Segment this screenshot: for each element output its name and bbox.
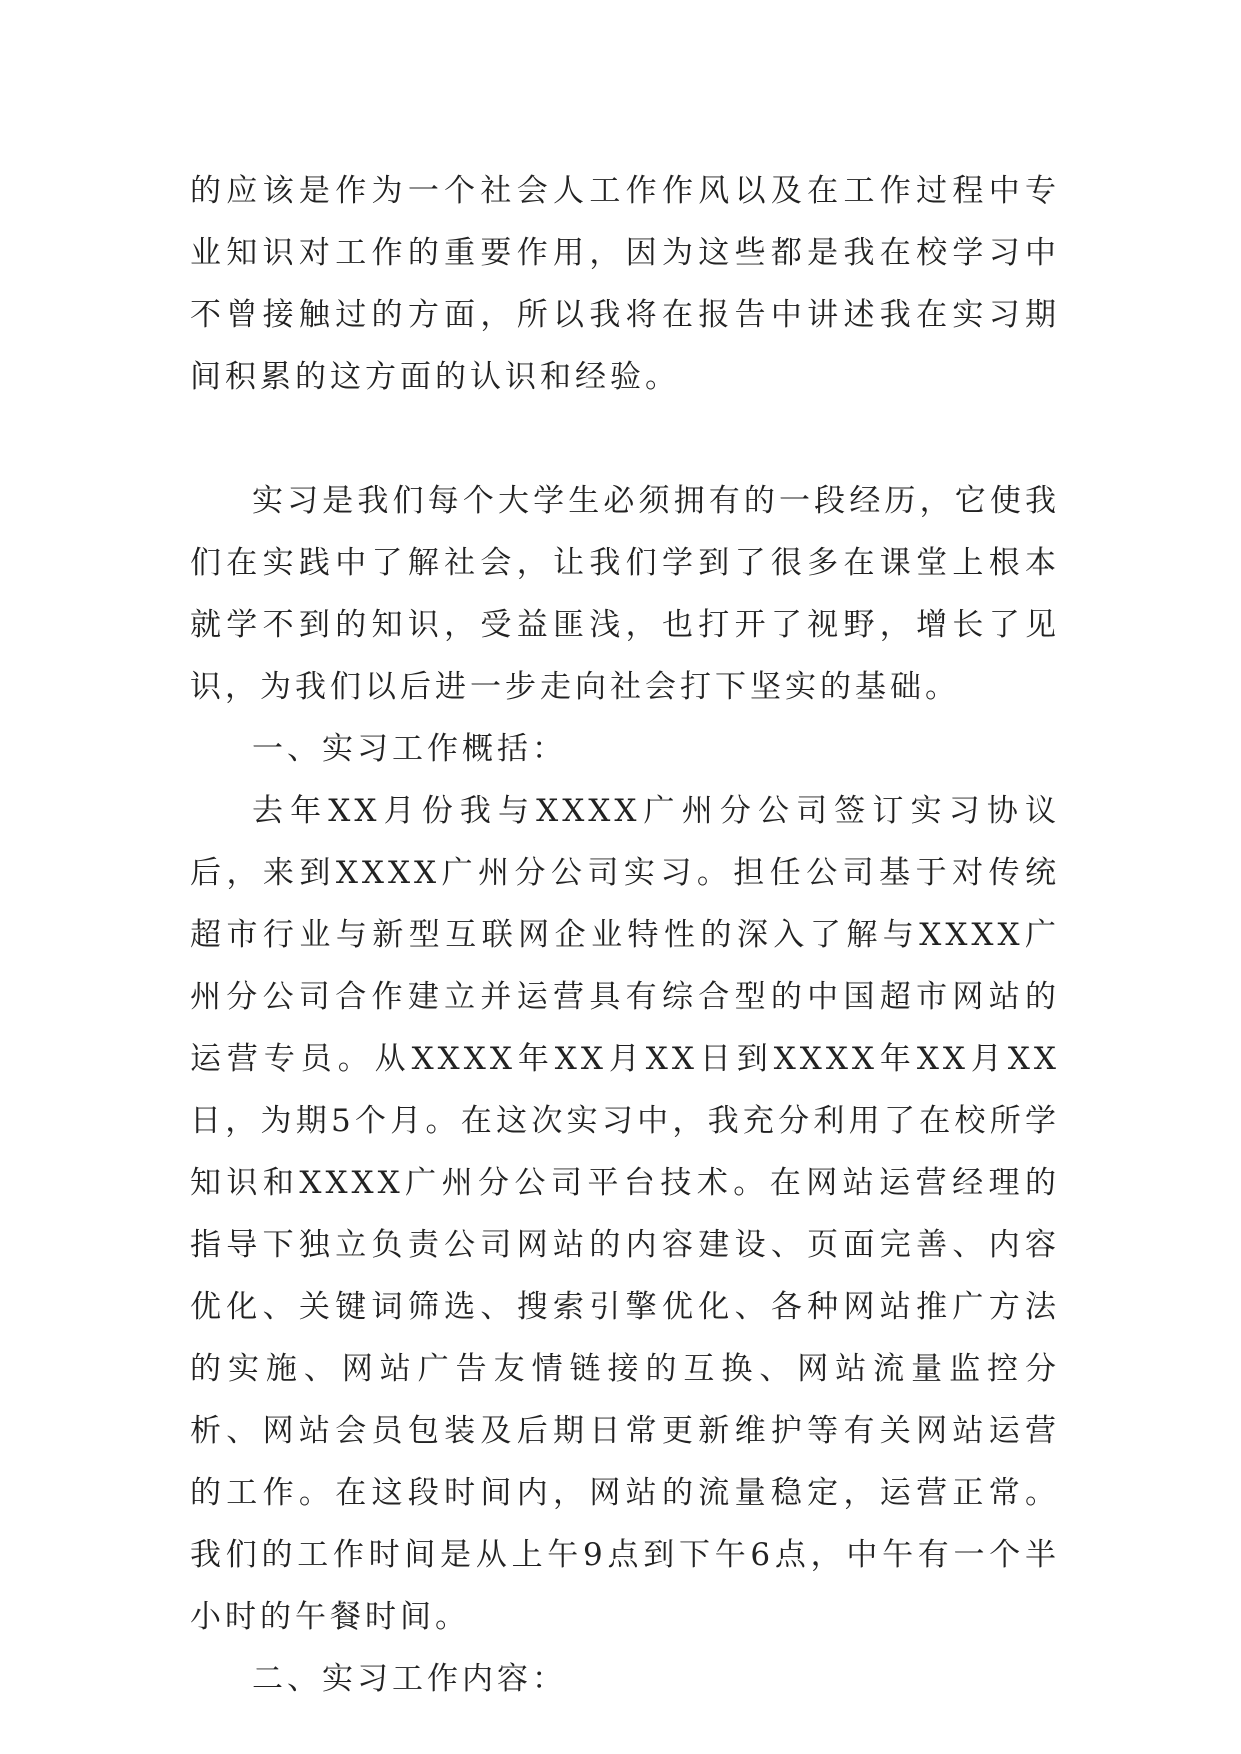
paragraph-internship-meaning: 实习是我们每个大学生必须拥有的一段经历，它使我们在实践中了解社会，让我们学到了很多在课堂上根本就学不到的知识，受益匪浅，也打开了视野，增长了见识，为我们以后进一步走向社会打下坚实的基础。	[190, 483, 1060, 705]
paragraph-internship-overview: 去年XX月份我与XXXX广州分公司签订实习协议后，来到XXXX广州分公司实习。担任公司基于对传统超市行业与新型互联网企业特性的深入了解与XXXX广州分公司合作建立并运营具有综合型的中国超市网站的运营专员。从XXXX年XX月XX日到XXXX年XX月XX日，为期5个月。在这次实习中，我充分利用了在校所学知识和XXXX广州分公司平台技术。在网站运营经理的指导下独立负责公司网站的内容建设、页面完善、内容优化、关键词筛选、搜索引擎优化、各种网站推广方法的实施、网站广告友情链接的互换、网站流量监控分析、网站会员包装及后期日常更新维护等有关网站运营的工作。在这段时间内，网站的流量稳定，运营正常。我们的工作时间是从上午9点到下午6点，中午有一个半小时的午餐时间。	[190, 793, 1060, 1635]
section-heading-overview: 一、实习工作概括：	[252, 731, 567, 767]
document-body	[190, 160, 1060, 1710]
paragraph-continued: 的应该是作为一个社会人工作作风以及在工作过程中专业知识对工作的重要作用，因为这些都是我在校学习中不曾接触过的方面，所以我将在报告中讲述我在实习期间积累的这方面的认识和经验。	[190, 173, 1060, 395]
paragraph-spacer	[190, 408, 1060, 470]
section-heading-content: 二、实习工作内容：	[252, 1661, 567, 1697]
